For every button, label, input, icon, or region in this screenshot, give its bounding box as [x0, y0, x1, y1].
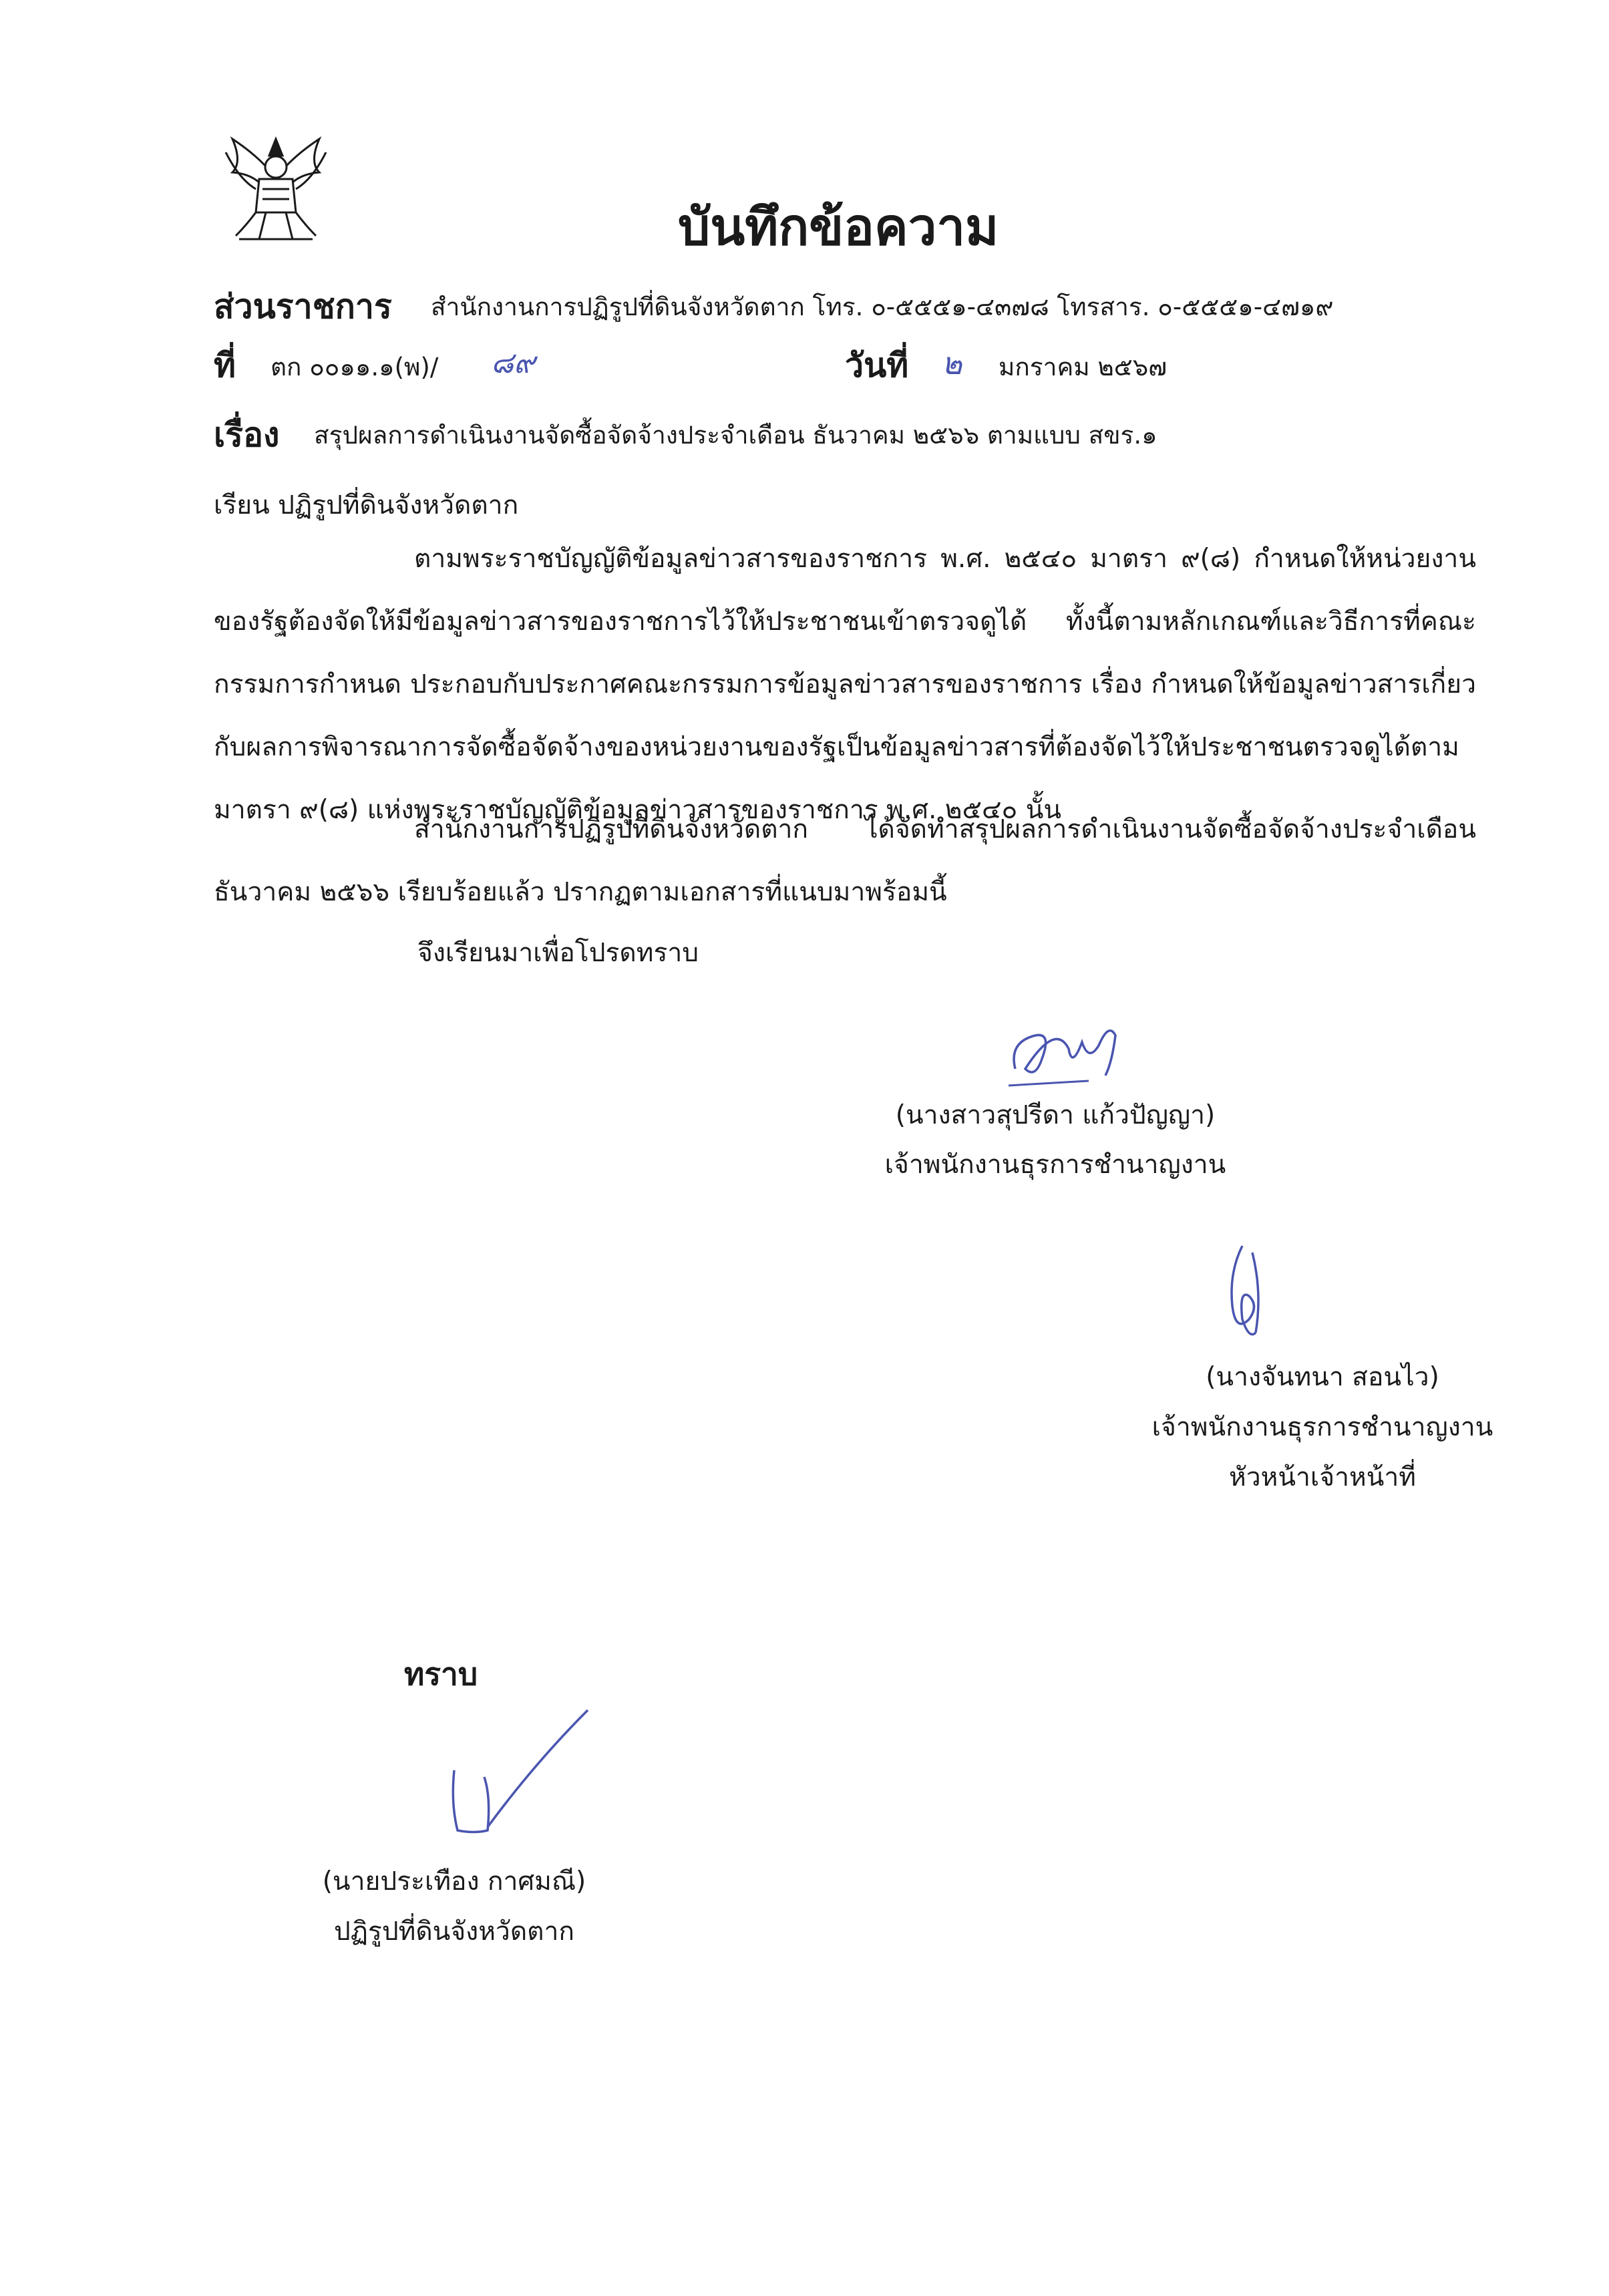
ref-label: ที่	[214, 346, 236, 385]
date-label: วันที่	[845, 346, 909, 385]
signer-2-position-2: หัวหน้าเจ้าหน้าที่	[1229, 1462, 1416, 1492]
signer-1-name: (นางสาวสุปรีดา แก้วปัญญา)	[895, 1100, 1216, 1130]
garuda-emblem-icon	[212, 126, 339, 249]
subject-value: สรุปผลการดำเนินงานจัดซื้อจัดจ้างประจำเดือน ธันวาคม ๒๕๖๖ ตามแบบ สขร.๑	[314, 421, 1157, 450]
signature-1	[989, 995, 1155, 1096]
agency-value: สำนักงานการปฏิรูปที่ดินจังหวัดตาก โทร. ๐-๕๕๕๑-๔๓๗๘ โทรสาร. ๐-๕๕๕๑-๔๗๑๙	[431, 293, 1334, 321]
date-day-handwritten: ๒	[942, 345, 962, 381]
salutation: เรียน ปฏิรูปที่ดินจังหวัดตาก	[214, 490, 519, 520]
acknowledger-position: ปฏิรูปที่ดินจังหวัดตาก	[333, 1917, 574, 1947]
acknowledger-name: (นายประเทือง กาศมณี)	[322, 1866, 586, 1897]
signer-1-position: เจ้าพนักงานธุรการชำนาญงาน	[884, 1150, 1226, 1180]
date-value: มกราคม ๒๕๖๗	[999, 353, 1168, 381]
signature-3	[434, 1697, 601, 1844]
agency-label: ส่วนราชการ	[214, 287, 392, 326]
signature-2	[1202, 1233, 1282, 1349]
acknowledge-label: ทราบ	[404, 1656, 478, 1692]
body-paragraph-2: สำนักงานการปฏิรูปที่ดินจังหวัดตาก ได้จัดทำสรุปผลการดำเนินงานจัดซื้อจัดจ้างประจำเดือนธันวาคม ๒๕๖๖ เรียบร้อยแล้ว ปรากฏตามเอกสารที่แนบมาพร้อมนี้	[214, 814, 1476, 907]
subject-label: เรื่อง	[214, 416, 280, 454]
ref-number-handwritten: ๘๙	[491, 346, 536, 380]
signer-2-name: (นางจันทนา สอนไว)	[1206, 1362, 1439, 1392]
signer-2-position: เจ้าพนักงานธุรการชำนาญงาน	[1151, 1412, 1493, 1442]
closing-line: จึงเรียนมาเพื่อโปรดทราบ	[417, 938, 699, 968]
body-paragraph-1: ตามพระราชบัญญัติข้อมูลข่าวสารของราชการ พ.ศ. ๒๕๔๐ มาตรา ๙(๘) กำหนดให้หน่วยงานของรัฐต้องจัดให้มีข้อมูลข่าวสารของราชการไว้ให้ประชาชนเข้าตรวจดูได้ ทั้งนี้ตามหลักเกณฑ์และวิธีการที่คณะกรรมการกำหนด ประกอบกับประกาศคณะกรรมการข้อมูลข่าวสารของราชการ เรื่อง กำหนดให้ข้อมูลข่าวสารเกี่ยวกับผลการพิจารณาการจัดซื้อจัดจ้างของหน่วยงานของรัฐเป็นข้อมูลข่าวสารที่ต้องจัดไว้ให้ประชาชนตรวจดูได้ตามมาตรา ๙(๘) แห่งพระราชบัญญัติข้อมูลข่าวสารของราชการ พ.ศ. ๒๕๔๐ นั้น	[214, 544, 1476, 825]
ref-value: ตก ๐๐๑๑.๑(พ)/	[271, 353, 439, 381]
document-title: บันทึกข้อความ	[678, 197, 999, 257]
